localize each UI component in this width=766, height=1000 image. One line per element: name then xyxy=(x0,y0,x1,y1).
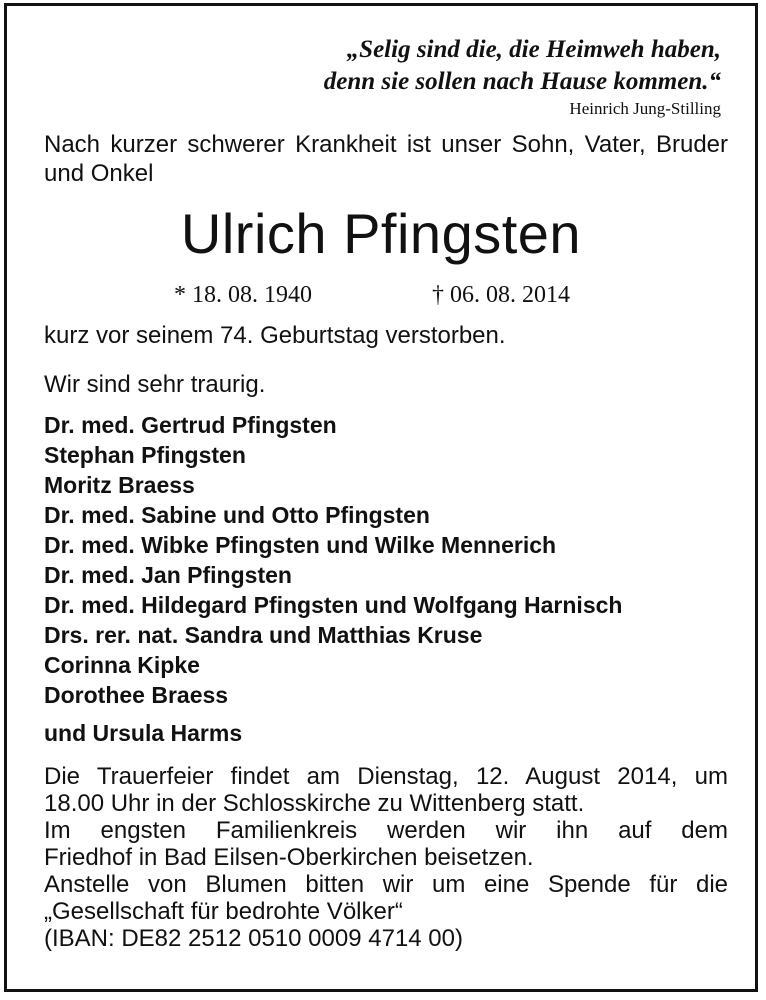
obituary-notice xyxy=(4,3,758,992)
mourner: Dorothee Braess xyxy=(44,682,229,708)
quote-line-1: „Selig sind die, die Heimweh haben, xyxy=(346,36,721,63)
mourner: Dr. med. Sabine und Otto Pfingsten xyxy=(44,502,430,528)
mourner: Corinna Kipke xyxy=(44,652,200,678)
mourner: Dr. med. Gertrud Pfingsten xyxy=(44,412,337,438)
mourner: Drs. rer. nat. Sandra und Matthias Kruse xyxy=(44,622,483,648)
quote xyxy=(324,34,721,98)
mourner: Dr. med. Jan Pfingsten xyxy=(44,562,292,588)
death-date: † 06. 08. 2014 xyxy=(432,282,570,308)
mourner: Moritz Braess xyxy=(44,472,195,498)
extra-mourner: und Ursula Harms xyxy=(44,720,243,746)
died-text: kurz vor seinem 74. Geburtstag verstorben. xyxy=(44,322,506,349)
donation-line-1: Anstelle von Blumen bitten wir um eine Spende für die xyxy=(44,871,728,898)
funeral-line-1: Die Trauerfeier findet am Dienstag, 12. August 2014, um xyxy=(44,763,728,790)
mourner: Dr. med. Hildegard Pfingsten und Wolfgang Harnisch xyxy=(44,592,623,618)
intro-text: Nach kurzer schwerer Krankheit ist unser Sohn, Vater, Bruder und Onkel xyxy=(44,131,728,187)
mourners-list xyxy=(44,410,622,710)
funeral-details xyxy=(44,763,728,952)
deceased-name: Ulrich Pfingsten xyxy=(180,202,582,265)
funeral-line-2: 18.00 Uhr in der Schlosskirche zu Wittenberg statt. xyxy=(44,790,585,817)
mourner: Dr. med. Wibke Pfingsten und Wilke Mennerich xyxy=(44,532,557,558)
mourner: Stephan Pfingsten xyxy=(44,442,246,468)
sad-text: Wir sind sehr traurig. xyxy=(44,371,266,398)
donation-line-2: „Gesellschaft für bedrohte Völker“ xyxy=(44,898,403,925)
birth-date: * 18. 08. 1940 xyxy=(174,282,312,308)
burial-line-1: Im engsten Familienkreis werden wir ihn auf dem xyxy=(44,817,728,844)
iban: (IBAN: DE82 2512 0510 0009 4714 00) xyxy=(44,925,463,952)
burial-line-2: Friedhof in Bad Eilsen-Oberkirchen beisetzen. xyxy=(44,844,534,871)
quote-author: Heinrich Jung-Stilling xyxy=(569,99,721,118)
quote-line-2: denn sie sollen nach Hause kommen.“ xyxy=(323,68,721,95)
